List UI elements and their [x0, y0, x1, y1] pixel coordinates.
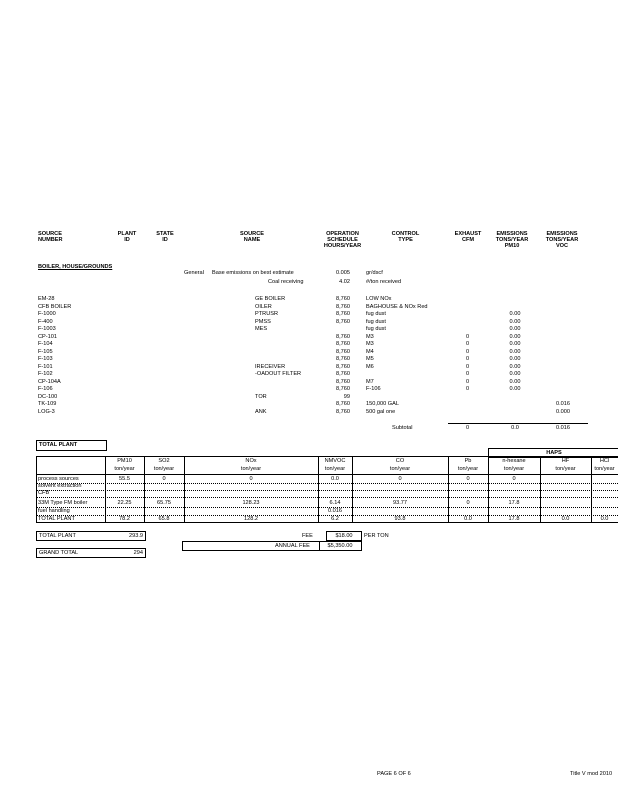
summary-cell: 65.8	[158, 516, 170, 522]
header-emissions-voc: EMISSIONS TONS/YEAR VOC	[545, 231, 579, 249]
general-value-2: 4.02	[339, 279, 350, 285]
summary-col-header: SO2	[158, 458, 170, 464]
source-cfm: 0	[465, 386, 470, 392]
source-name: OILER	[255, 303, 272, 310]
source-control: M4	[366, 348, 374, 355]
subtotal-cfm: 0	[465, 425, 470, 431]
summary-cell: 93.8	[394, 516, 406, 522]
summary-cell: 65.75	[157, 500, 171, 506]
source-hours: 8,760	[336, 341, 350, 347]
summary-cell: 128.23	[242, 500, 260, 506]
header-operation-schedule: OPERATION SCHEDULE HOURS/YEAR	[323, 231, 362, 249]
source-control: 150,000 GAL	[366, 401, 399, 407]
source-control: 500 gal one	[366, 408, 396, 415]
fee-rate: $18.00	[335, 533, 353, 539]
source-name: PTRUSR	[255, 311, 278, 317]
source-hours: 8,760	[336, 348, 350, 355]
subtotal-voc: 0.016	[556, 425, 570, 431]
summary-cell: 0	[512, 476, 516, 482]
source-name: GE BOILER	[255, 296, 286, 302]
total-plant-summary-value: 293.9	[129, 533, 143, 539]
source-cfm: 0	[465, 356, 470, 362]
source-number: CFB BOILER	[38, 303, 72, 310]
summary-cell: 0	[398, 476, 402, 482]
source-number: F-103	[38, 356, 53, 362]
summary-cell: 55.5	[119, 476, 130, 482]
source-name: PMSS	[255, 318, 271, 325]
summary-col-header: HF	[561, 458, 570, 464]
source-number: F-106	[38, 386, 53, 392]
source-number: EM-28	[38, 296, 55, 302]
source-pm10: 0.00	[509, 311, 521, 317]
summary-col-header: PM10	[117, 458, 132, 464]
summary-row-label: 33M Type FM boiler	[38, 500, 88, 506]
summary-col-unit: ton/year	[240, 466, 262, 472]
source-control: fug dust	[366, 318, 386, 325]
source-control: M5	[366, 356, 374, 362]
page-number: PAGE 6 OF 6	[377, 771, 411, 777]
source-pm10: 0.00	[509, 386, 521, 392]
subtotal-label: Subtotal	[392, 425, 413, 431]
summary-col-unit: ton/year	[114, 466, 135, 472]
source-cfm: 0	[465, 341, 470, 347]
source-voc: 0.000	[556, 408, 570, 415]
source-number: F-1003	[38, 326, 56, 332]
summary-col-header: n-hexane	[502, 458, 526, 464]
summary-cell: 0.0	[464, 516, 472, 522]
source-pm10: 0.00	[509, 363, 521, 370]
summary-cell: 0.0	[331, 476, 339, 482]
summary-row-label: solvent extraction	[38, 483, 82, 489]
footer-right: Title V mod 2010	[570, 771, 613, 777]
coal-receiving-label: Coal receiving	[268, 279, 304, 285]
summary-cell: 0	[249, 476, 253, 482]
source-hours: 8,760	[336, 408, 350, 415]
fee-label: FEE	[302, 533, 313, 539]
fee-per: PER TON	[364, 533, 389, 539]
summary-col-unit: ton/year	[324, 466, 346, 472]
total-plant-summary	[36, 531, 146, 541]
source-control: BAGHOUSE & NOx Red	[366, 303, 428, 310]
summary-cell: 0	[162, 476, 166, 482]
section-title: BOILER, HOUSE/GROUNDS	[38, 264, 113, 270]
source-control: F-106	[366, 386, 381, 392]
summary-cell: 17.8	[508, 516, 520, 522]
source-number: F-105	[38, 348, 53, 355]
source-pm10: 0.00	[509, 326, 521, 332]
general-unit-1: gr/dscf	[366, 270, 383, 276]
summary-cell: 78.2	[119, 516, 130, 522]
general-note: Base emissions on best estimate	[212, 270, 294, 276]
source-number: CP-101	[38, 333, 57, 340]
source-name: -OADOUT FILTER	[255, 371, 302, 377]
header-source-name: SOURCE NAME	[240, 231, 264, 243]
header-emissions-pm10: EMISSIONS TONS/YEAR PM10	[495, 231, 529, 249]
source-pm10: 0.00	[509, 378, 521, 385]
source-hours: 8,760	[336, 363, 350, 370]
source-number: TK-109	[38, 401, 57, 407]
summary-cell: 128.2	[244, 516, 258, 522]
source-pm10: 0.00	[509, 371, 521, 377]
source-cfm: 0	[465, 333, 470, 340]
summary-cell: 0	[466, 500, 470, 506]
source-hours: 8,760	[336, 356, 350, 362]
total-plant-box	[36, 440, 107, 451]
source-name: IRECEIVER	[255, 363, 286, 370]
summary-row-label: TOTAL PLANT	[38, 516, 75, 522]
general-unit-2: #/ton received	[366, 279, 402, 285]
total-plant-summary-label: TOTAL PLANT	[39, 533, 76, 539]
source-hours: 8,760	[336, 296, 350, 302]
summary-cell: 6.14	[329, 500, 341, 506]
summary-cell: 0.0	[561, 516, 570, 522]
summary-cell: 0.016	[328, 508, 342, 514]
annual-fee-box	[182, 541, 362, 551]
annual-fee-value: $5,350.00	[327, 543, 353, 549]
source-name: ANK	[255, 408, 267, 415]
summary-col-unit: ton/year	[594, 466, 615, 472]
source-hours: 8,760	[336, 311, 350, 317]
summary-col-header: CO	[395, 458, 405, 464]
source-control: M6	[366, 363, 374, 370]
source-number: F-104	[38, 341, 53, 347]
header-state-id: STATE ID	[156, 231, 174, 243]
source-cfm: 0	[465, 371, 470, 377]
summary-col-unit: ton/year	[457, 466, 479, 472]
source-name: TOR	[255, 393, 267, 400]
subtotal-rule	[448, 423, 588, 424]
source-cfm: 0	[465, 348, 470, 355]
source-hours: 8,760	[336, 303, 350, 310]
source-control: LOW NOx	[366, 296, 392, 302]
header-plant-id: PLANT ID	[117, 231, 137, 243]
total-plant-box-label: TOTAL PLANT	[39, 442, 78, 448]
subtotal-pm10: 0.0	[511, 425, 519, 431]
summary-col-unit: ton/year	[555, 466, 576, 472]
summary-cell: 6.2	[331, 516, 339, 522]
annual-fee-label: ANNUAL FEE	[275, 543, 310, 549]
source-number: F-1000	[38, 311, 56, 317]
haps-label: HAPS	[546, 450, 562, 456]
source-pm10: 0.00	[509, 333, 521, 340]
source-voc: 0.016	[556, 401, 570, 407]
source-control: M3	[366, 333, 374, 340]
source-hours: 8,760	[336, 378, 350, 385]
source-pm10: 0.00	[509, 318, 521, 325]
source-control: M3	[366, 341, 374, 347]
source-control: fug dust	[366, 311, 386, 317]
source-control: M7	[366, 378, 374, 385]
summary-col-unit: ton/year	[389, 466, 411, 472]
summary-cell: 93.77	[393, 500, 407, 506]
source-number: LOG-3	[38, 408, 55, 415]
summary-col-header: Pb	[464, 458, 472, 464]
summary-col-header: NMVOC	[324, 458, 346, 464]
source-hours: 8,760	[336, 371, 350, 377]
general-value-1: 0.005	[336, 270, 350, 276]
summary-col-header: NOx	[245, 458, 257, 464]
source-number: CP-104A	[38, 378, 61, 385]
source-hours: 8,760	[336, 386, 350, 392]
source-hours: 8,760	[336, 401, 350, 407]
header-exhaust-cfm: EXHAUST CFM	[454, 231, 482, 243]
fee-rate-box	[326, 531, 362, 541]
source-pm10: 0.00	[509, 348, 521, 355]
summary-col-header: HCl	[599, 458, 610, 464]
source-number: F-101	[38, 363, 53, 370]
summary-col-unit: ton/year	[153, 466, 175, 472]
source-control: fug dust	[366, 326, 386, 332]
header-source-number: SOURCE NUMBER	[38, 231, 63, 243]
source-number: DC-100	[38, 393, 58, 400]
summary-row-label: fuel handling	[38, 508, 70, 514]
source-cfm: 0	[465, 363, 470, 370]
source-name: MES	[255, 326, 268, 332]
source-hours: 8,760	[336, 333, 350, 340]
summary-cell: 0	[466, 476, 470, 482]
general-label: General	[184, 270, 204, 276]
source-pm10: 0.00	[509, 356, 521, 362]
grand-total-value: 294	[133, 550, 143, 556]
grand-total-label: GRAND TOTAL	[39, 550, 79, 556]
source-pm10: 0.00	[509, 341, 521, 347]
source-cfm: 0	[465, 378, 470, 385]
source-number: F-400	[38, 318, 53, 325]
source-hours: 99	[343, 393, 350, 400]
source-hours: 8,760	[336, 318, 350, 325]
summary-row-label: process sources	[38, 476, 79, 482]
source-number: F-102	[38, 371, 53, 377]
summary-col-unit: ton/year	[503, 466, 525, 472]
summary-cell: 22.25	[117, 500, 132, 506]
summary-cell: 17.8	[508, 500, 520, 506]
summary-row-label: CFB	[38, 490, 50, 496]
summary-cell: 0.0	[600, 516, 609, 522]
header-control-type: CONTROL TYPE	[391, 231, 420, 243]
grand-total	[36, 548, 146, 558]
